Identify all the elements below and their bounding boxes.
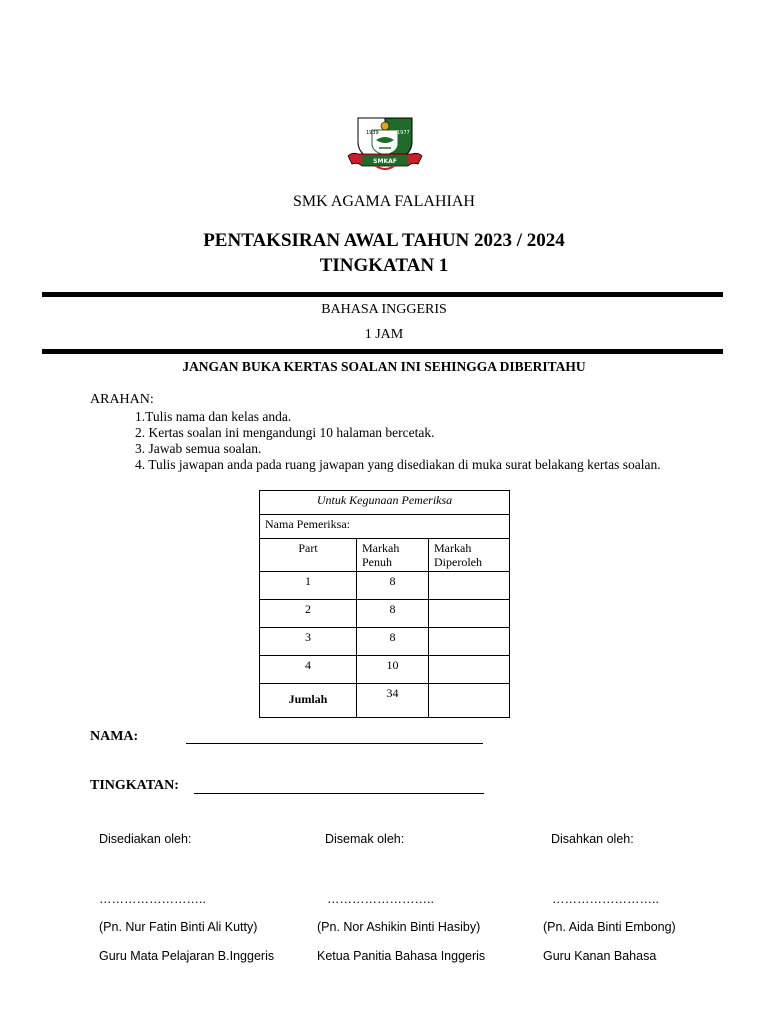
part-number: 4 (260, 656, 357, 684)
part-number: 1 (260, 572, 357, 600)
prepared-by-label: Disediakan oleh: (99, 832, 192, 846)
full-marks-value: 8 (357, 628, 429, 656)
checked-by-label: Disemak oleh: (325, 832, 405, 846)
full-marks-value: 8 (357, 600, 429, 628)
table-row (260, 572, 510, 600)
crest-banner-text: SMKAF (373, 158, 397, 165)
school-crest-logo (346, 112, 424, 174)
crest-year-right: 1977 (397, 130, 410, 136)
total-label: Jumlah (260, 684, 357, 718)
class-label: TINGKATAN: (90, 778, 179, 793)
header-marks-obtained: Markah Diperoleh (429, 539, 510, 572)
instruction-item: 3. Jawab semua soalan. (135, 441, 262, 456)
checked-by-signature-line: …………………….. (327, 892, 434, 906)
marks-obtained-cell[interactable] (429, 600, 510, 628)
total-obtained-cell[interactable] (429, 684, 510, 718)
full-marks-value: 8 (357, 572, 429, 600)
table-row (260, 600, 510, 628)
approved-by-title: Guru Kanan Bahasa (543, 949, 657, 963)
name-field[interactable] (186, 743, 483, 744)
header-part: Part (260, 539, 357, 572)
approved-by-signature-line: …………………….. (552, 892, 659, 906)
full-marks-value: 10 (357, 656, 429, 684)
exam-subject: BAHASA INGGERIS (321, 302, 447, 317)
class-field[interactable] (194, 793, 484, 794)
bottom-divider (42, 349, 723, 354)
marks-obtained-cell[interactable] (429, 656, 510, 684)
approved-by-name: (Pn. Aida Binti Embong) (543, 920, 676, 934)
examiner-name-cell: Nama Pemeriksa: (260, 515, 510, 539)
table-total-row (260, 684, 510, 718)
checked-by-name: (Pn. Nor Ashikin Binti Hasiby) (317, 920, 481, 934)
prepared-by-name: (Pn. Nur Fatin Binti Ali Kutty) (99, 920, 258, 934)
checked-by-title: Ketua Panitia Bahasa Inggeris (317, 949, 486, 963)
table-row (260, 656, 510, 684)
approved-by-label: Disahkan oleh: (551, 832, 634, 846)
marks-obtained-cell[interactable] (429, 628, 510, 656)
instruction-item: 4. Tulis jawapan anda pada ruang jawapan yang disediakan di muka surat belakang kertas soalan. (135, 457, 661, 472)
exam-level: TINGKATAN 1 (319, 255, 449, 276)
school-name: SMK AGAMA FALAHIAH (293, 193, 475, 210)
crest-year-left: 1939 (366, 130, 379, 136)
part-number: 3 (260, 628, 357, 656)
marks-obtained-cell[interactable] (429, 572, 510, 600)
table-caption: Untuk Kegunaan Pemeriksa (260, 491, 510, 515)
instruction-item: 2. Kertas soalan ini mengandungi 10 halaman bercetak. (135, 425, 435, 440)
instructions-heading: ARAHAN: (90, 392, 154, 407)
top-divider (42, 292, 723, 297)
exam-title: PENTAKSIRAN AWAL TAHUN 2023 / 2024 (203, 230, 565, 251)
total-full-marks: 34 (357, 684, 429, 718)
name-label: NAMA: (90, 729, 139, 744)
do-not-open-warning: JANGAN BUKA KERTAS SOALAN INI SEHINGGA DIBERITAHU (182, 359, 586, 374)
table-row (260, 628, 510, 656)
part-number: 2 (260, 600, 357, 628)
table-header-row (260, 539, 510, 572)
header-full-marks: Markah Penuh (357, 539, 429, 572)
instruction-item: 1.Tulis nama dan kelas anda. (135, 409, 292, 424)
prepared-by-title: Guru Mata Pelajaran B.Inggeris (99, 949, 275, 963)
prepared-by-signature-line: …………………….. (99, 892, 206, 906)
examiner-marks-table (259, 490, 510, 718)
exam-duration: 1 JAM (364, 327, 404, 342)
